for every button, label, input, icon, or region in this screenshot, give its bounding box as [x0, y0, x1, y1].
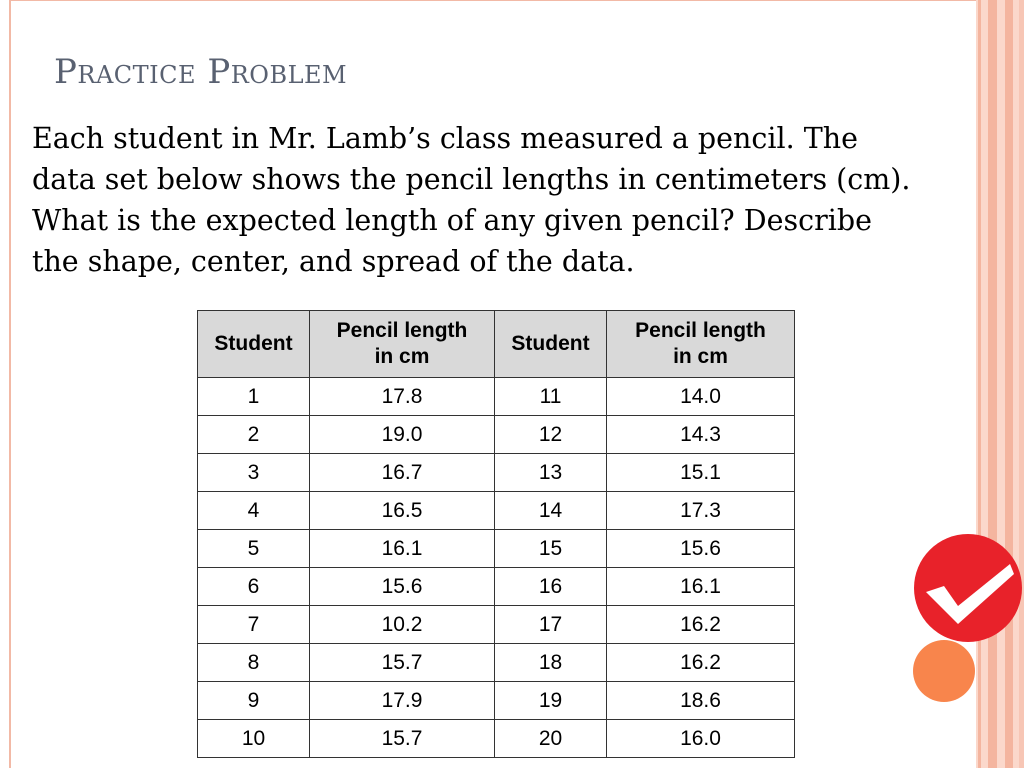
- student-cell: 4: [198, 492, 310, 530]
- pencil-length-cell: 17.9: [310, 682, 495, 720]
- student-cell: 13: [495, 454, 607, 492]
- table-row: [198, 416, 795, 454]
- pencil-length-cell: 15.7: [310, 644, 495, 682]
- student-cell: 6: [198, 568, 310, 606]
- pencil-length-cell: 15.6: [310, 568, 495, 606]
- frame-left-line: [9, 0, 11, 768]
- student-cell: 20: [495, 720, 607, 758]
- student-cell: 18: [495, 644, 607, 682]
- pencil-length-cell: 17.3: [607, 492, 795, 530]
- pencil-length-cell: 19.0: [310, 416, 495, 454]
- pencil-length-cell: 15.6: [607, 530, 795, 568]
- stripe: [988, 0, 997, 768]
- table-row: [198, 530, 795, 568]
- student-cell: 1: [198, 378, 310, 416]
- pencil-length-cell: 14.0: [607, 378, 795, 416]
- problem-text: Each student in Mr. Lamb’s class measured a pencil. The data set below shows the pencil lengths in centimeters (cm). What is the expected length of any given pencil? Describe the shape, center, and spread of the data.: [32, 122, 911, 278]
- pencil-length-cell: 16.1: [310, 530, 495, 568]
- table-row: [198, 492, 795, 530]
- student-cell: 8: [198, 644, 310, 682]
- column-header-pencil-length: [607, 311, 795, 378]
- column-header-pencil-length: [310, 311, 495, 378]
- column-header-student: Student: [198, 311, 310, 378]
- stripe: [978, 0, 981, 768]
- student-cell: 9: [198, 682, 310, 720]
- table-header-row: [198, 311, 795, 378]
- pencil-length-cell: 15.1: [607, 454, 795, 492]
- pencil-length-cell: 16.0: [607, 720, 795, 758]
- student-cell: 2: [198, 416, 310, 454]
- table-body: [198, 378, 795, 758]
- student-cell: 11: [495, 378, 607, 416]
- table-row: [198, 454, 795, 492]
- pencil-length-cell: 15.7: [310, 720, 495, 758]
- pencil-length-cell: 18.6: [607, 682, 795, 720]
- table-row: [198, 644, 795, 682]
- student-cell: 5: [198, 530, 310, 568]
- stripe: [1019, 0, 1024, 768]
- student-cell: 19: [495, 682, 607, 720]
- slide-title: Practice Problem: [54, 52, 348, 92]
- student-cell: 12: [495, 416, 607, 454]
- table-row: [198, 720, 795, 758]
- student-cell: 7: [198, 606, 310, 644]
- table-row: [198, 606, 795, 644]
- student-cell: 3: [198, 454, 310, 492]
- pencil-length-cell: 17.8: [310, 378, 495, 416]
- column-header-student: Student: [495, 311, 607, 378]
- table-row: [198, 682, 795, 720]
- pencil-length-cell: 16.5: [310, 492, 495, 530]
- stripe: [1005, 0, 1013, 768]
- pencil-length-cell: 16.7: [310, 454, 495, 492]
- pencil-length-cell: 16.2: [607, 606, 795, 644]
- header-text: Pencil length in cm: [635, 319, 766, 368]
- frame-top-line: [9, 0, 979, 1]
- pencil-length-cell: 14.3: [607, 416, 795, 454]
- student-cell: 15: [495, 530, 607, 568]
- pencil-length-cell: 10.2: [310, 606, 495, 644]
- pencil-length-table: [197, 310, 795, 758]
- student-cell: 14: [495, 492, 607, 530]
- student-cell: 10: [198, 720, 310, 758]
- student-cell: 17: [495, 606, 607, 644]
- student-cell: 16: [495, 568, 607, 606]
- table-row: [198, 568, 795, 606]
- checkmark-logo-icon: [914, 534, 1022, 642]
- orange-circle-icon: [913, 640, 975, 702]
- pencil-length-cell: 16.1: [607, 568, 795, 606]
- decorative-stripes: [976, 0, 1024, 768]
- pencil-length-cell: 16.2: [607, 644, 795, 682]
- checkmark-icon: [914, 534, 1022, 642]
- header-text: Pencil length in cm: [336, 319, 468, 368]
- table-row: [198, 378, 795, 416]
